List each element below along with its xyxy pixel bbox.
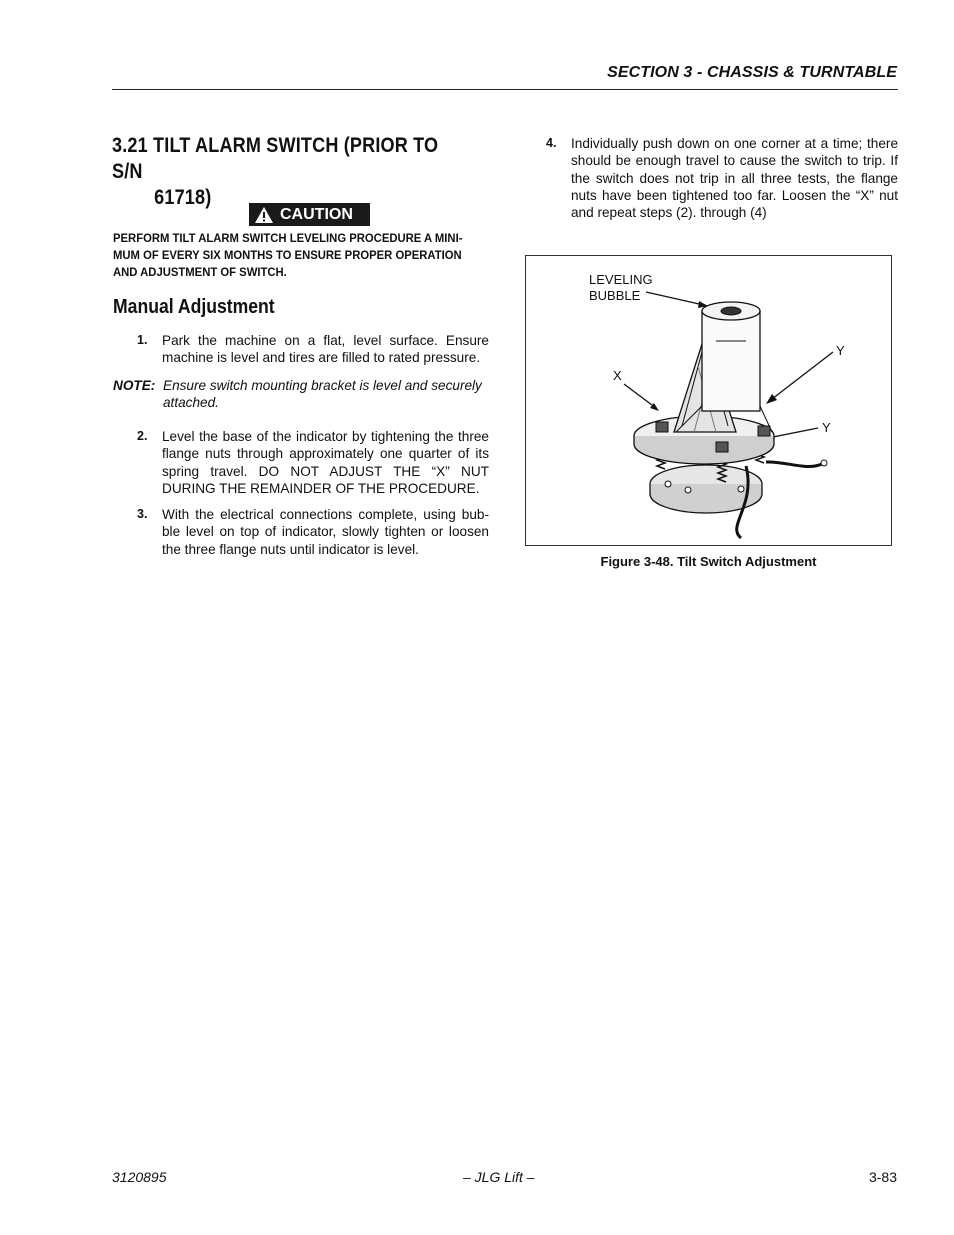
- step-2: [137, 428, 489, 497]
- step-1: [137, 332, 489, 367]
- caution-text: PERFORM TILT ALARM SWITCH LEVELING PROCEDURE A MINI-MUM OF EVERY SIX MONTHS TO ENSURE PROPER OPERATION AND ADJUSTMENT OF SWITCH.: [113, 231, 463, 279]
- y-nut-label-upper: Y: [836, 343, 845, 358]
- subheading-manual-adjustment: Manual Adjustment: [113, 296, 275, 318]
- y-nut-label-lower: Y: [822, 420, 831, 435]
- warning-icon: [254, 206, 274, 224]
- section-title-line1: TILT ALARM SWITCH (PRIOR TO S/N: [112, 134, 439, 183]
- step-number: 2.: [137, 429, 148, 443]
- step-3: [137, 506, 489, 558]
- leveling-bubble-label-line1: LEVELING: [589, 272, 653, 287]
- header-divider: [112, 89, 898, 90]
- note: [113, 377, 489, 412]
- section-title-line2: 61718): [154, 186, 212, 209]
- note-text: Ensure switch mounting bracket is level and securely attached.: [163, 378, 482, 411]
- section-heading: [112, 133, 447, 211]
- figure-caption: Figure 3-48. Tilt Switch Adjustment: [600, 554, 817, 569]
- x-nut-label: X: [613, 368, 622, 383]
- step-number: 3.: [137, 507, 148, 521]
- step-text: Level the base of the indicator by tightening the three flange nuts through approximately one quarter of its spring travel. DO NOT ADJUST THE “X” NUT DURING THE REMAINDER OF THE PROCEDURE.: [162, 429, 489, 496]
- leveling-bubble-label-line2: BUBBLE: [589, 288, 641, 303]
- caution-banner: [249, 203, 370, 226]
- step-text: With the electrical connections complete, using bub-ble level on top of indicator, slowly tighten or loosen the three flange nuts until indicator is level.: [162, 507, 489, 557]
- section-number: 3.21: [112, 134, 148, 157]
- footer-center: – JLG Lift –: [463, 1169, 535, 1185]
- footer-page-number: 3-83: [868, 1169, 897, 1185]
- step-text: Individually push down on one corner at a time; there should be enough travel to cause the switch to trip. If the switch does not trip in all three tests, the flange nuts have been tightened too far. Loosen the “X” nut and repeat steps (2). through (4): [571, 136, 898, 221]
- step-4: [546, 135, 898, 221]
- step-number: 4.: [546, 136, 557, 150]
- section-header-title: SECTION 3 - CHASSIS & TURNTABLE: [607, 64, 897, 81]
- step-text: Park the machine on a flat, level surface. Ensure machine is level and tires are filled to rated pressure.: [162, 333, 489, 366]
- tilt-switch-illustration: [526, 256, 891, 545]
- note-label: NOTE:: [113, 378, 156, 393]
- step-number: 1.: [137, 333, 148, 347]
- caution-label: CAUTION: [280, 205, 353, 223]
- footer-doc-number: 3120895: [112, 1169, 167, 1185]
- figure-tilt-switch: [525, 255, 892, 546]
